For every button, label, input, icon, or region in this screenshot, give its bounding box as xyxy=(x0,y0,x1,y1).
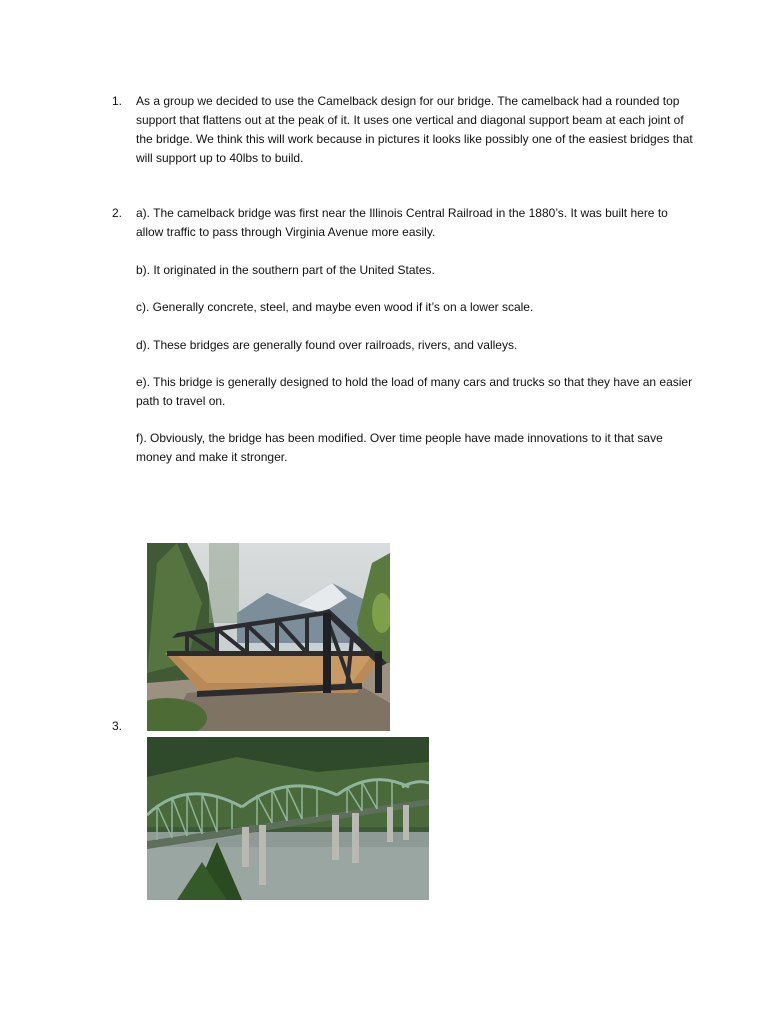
list-number-2: 2. xyxy=(112,206,123,220)
subitem-e: e). This bridge is generally designed to hold the load of many cars and trucks so that they have an easier path to travel on. xyxy=(136,375,693,408)
subitem-a: a). The camelback bridge was first near the Illinois Central Railroad in the 1880’s. It was built here to allow traffic to pass through Virginia Avenue more easily. xyxy=(136,206,668,239)
item-1-text: As a group we decided to use the Camelback design for our bridge. The camelback had a rounded top support that flattens out at the peak of it. It uses one vertical and diagonal support beam at each joint of the bridge. We think this will work because in pictures it looks like possibly one of the easiest bridges that will support up to 40lbs to build. xyxy=(136,94,693,165)
wooden-truss-footbridge-photo xyxy=(147,543,390,731)
subitem-c: c). Generally concrete, steel, and maybe even wood if it’s on a lower scale. xyxy=(136,300,534,314)
list-number-3: 3. xyxy=(112,719,123,733)
subitem-d: d). These bridges are generally found over railroads, rivers, and valleys. xyxy=(136,338,518,352)
subitem-b: b). It originated in the southern part of the United States. xyxy=(136,263,435,277)
list-number-1: 1. xyxy=(112,94,123,108)
green-camelback-truss-bridge-photo xyxy=(147,737,429,900)
subitem-f: f). Obviously, the bridge has been modified. Over time people have made innovations to it that save money and make it stronger. xyxy=(136,431,663,464)
